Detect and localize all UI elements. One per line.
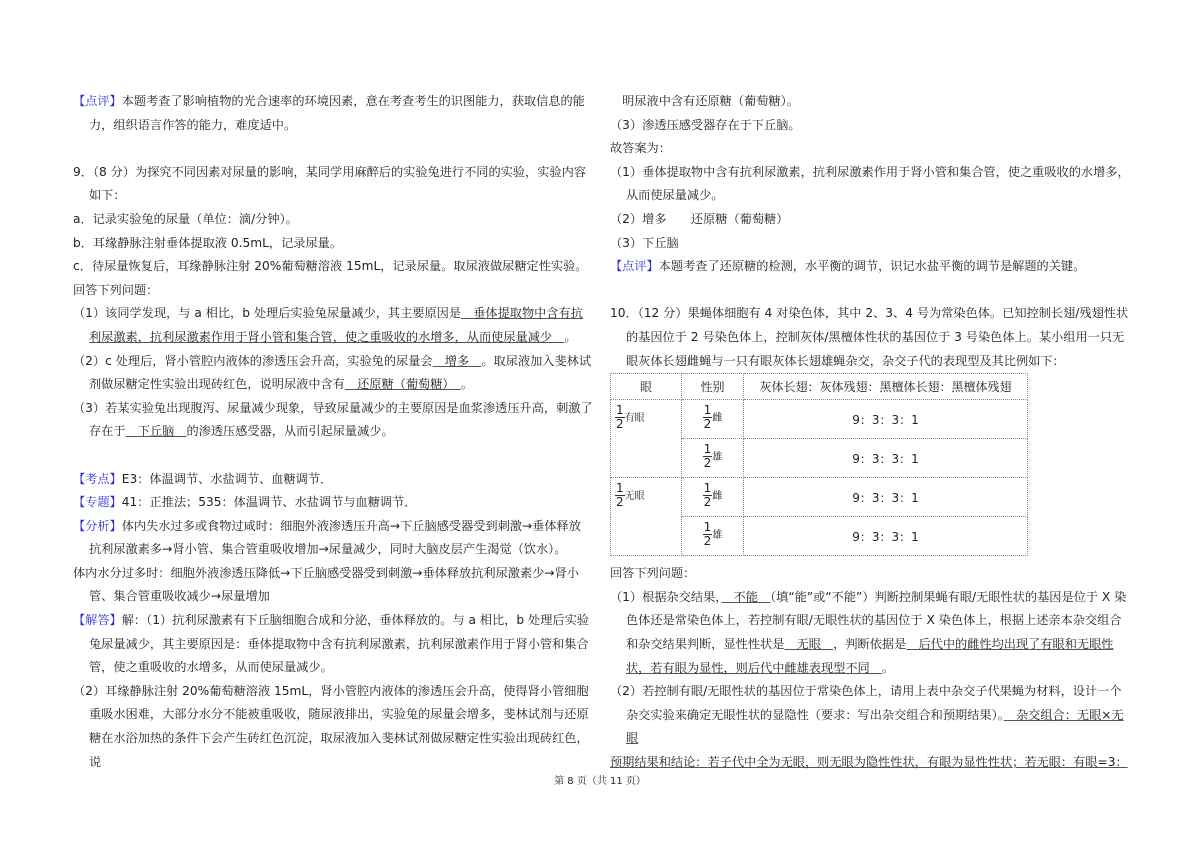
section-tag: 【解答】 bbox=[73, 613, 122, 628]
fraction: $\frac{1}{2}$ bbox=[703, 442, 712, 471]
right-top-text bbox=[610, 90, 1132, 373]
eye-label: 无眼 bbox=[624, 491, 645, 503]
paragraph bbox=[610, 751, 1132, 775]
paragraph bbox=[73, 232, 593, 256]
paragraph bbox=[73, 468, 593, 492]
fraction: $\frac{1}{2}$ bbox=[703, 403, 712, 432]
sex-label: 雄 bbox=[712, 530, 723, 542]
paragraph bbox=[73, 491, 593, 515]
answer-blank: 增多 bbox=[432, 353, 482, 368]
eye-cell bbox=[611, 478, 682, 556]
right-column bbox=[610, 90, 1132, 774]
paragraph bbox=[73, 397, 593, 444]
fraction: $\frac{1}{2}$ bbox=[616, 481, 624, 510]
text: 体内失水过多或食物过咸时：细胞外液渗透压升高→下丘脑感受器受到刺激→垂体释放抗利尿激素多→肾小管、集合管重吸收增加→尿量减少，同时大脑皮层产生渴觉（饮水）。 bbox=[89, 518, 581, 557]
paragraph bbox=[610, 680, 1132, 751]
left-column bbox=[73, 90, 593, 774]
paragraph bbox=[73, 90, 593, 137]
paragraph bbox=[73, 161, 593, 208]
text: 明尿液中含有还原糖（葡萄糖）。 bbox=[610, 94, 799, 108]
paragraph bbox=[73, 609, 593, 680]
paragraph bbox=[610, 586, 1132, 680]
text: 。 bbox=[564, 329, 577, 344]
paragraph bbox=[610, 562, 1132, 586]
fraction: $\frac{1}{2}$ bbox=[703, 481, 712, 510]
blank-line bbox=[73, 137, 593, 161]
text: （2）耳缘静脉注射 20%葡萄糖溶液 15mL，肾小管腔内液体的渗透压会升高，使得肾小管细胞重吸水困难，大部分水分不能被重吸收，随尿液排出，实验兔的尿量会增多，斐林试剂与还原糖在水浴加热的条件下会产生砖红色沉淀，取尿液加入斐林试剂做尿糖定性实验出现砖红色，说 bbox=[73, 683, 589, 769]
paragraph bbox=[610, 302, 1132, 373]
paragraph bbox=[73, 255, 593, 279]
paragraph bbox=[73, 680, 593, 774]
text: 本题考查了还原糖的检测，水平衡的调节，识记水盐平衡的调节是解题的关键。 bbox=[658, 259, 1086, 274]
text: （2）增多 还原糖（葡萄糖） bbox=[610, 211, 789, 226]
answer-blank: 无眼 bbox=[784, 636, 834, 651]
paragraph bbox=[73, 302, 593, 349]
text: 41：正推法；535：体温调节、水盐调节与血糖调节． bbox=[121, 495, 417, 510]
text: 故答案为： bbox=[610, 141, 671, 156]
answer-blank: 后代中的雌性均出现了有眼和无眼性状，若有眼为显性，则后代中雌雄表现型不同 bbox=[626, 636, 1114, 675]
sex-cell bbox=[682, 400, 744, 439]
sex-cell bbox=[682, 517, 744, 556]
blank-line bbox=[610, 279, 1132, 303]
text: 10．（12 分）果蝇体细胞有 4 对染色体，其中 2、3、4 号为常染色体。已知控制长翅/残翅性状的基因位于 2 号染色体上，控制灰体/黑檀体性状的基因位于 3 号染色体上。某小组用一只无眼灰体长翅雌蝇与一只有眼灰体长翅雄蝇杂交，杂交子代的表现型及其比例如下： bbox=[610, 306, 1129, 368]
text: 。 bbox=[460, 377, 473, 392]
paragraph bbox=[73, 515, 593, 562]
text: a．记录实验兔的尿量（单位：滴/分钟）。 bbox=[73, 211, 298, 226]
eye-label: 有眼 bbox=[624, 413, 645, 425]
sex-cell bbox=[682, 439, 744, 478]
table-header-row bbox=[611, 374, 1028, 400]
answer-blank: 下丘脑 bbox=[125, 424, 187, 439]
text: （填“能”或“不能”）判断控制果蝇有眼/无眼性状的基因是位于 X 染色体还是常染色体上，若控制有眼/无眼性状的基因位于 X 染色体上，根据上述亲本杂交组合和杂交结果判断，显性性状是 bbox=[626, 589, 1127, 651]
text: 回答下列问题： bbox=[610, 566, 696, 581]
answer-blank: 杂交组合：无眼×无眼 bbox=[626, 707, 1124, 746]
right-bottom-text bbox=[610, 562, 1132, 774]
header-ratio: 灰体长翅：灰体残翅：黑檀体长翅：黑檀体残翅 bbox=[744, 374, 1028, 400]
text: （2）c 处理后，肾小管腔内液体的渗透压会升高，实验兔的尿量会 bbox=[73, 353, 433, 368]
text: 9．（8 分）为探究不同因素对尿量的影响，某同学用麻醉后的实验兔进行不同的实验，实验内容如下： bbox=[73, 164, 586, 203]
text: 体内水分过多时：细胞外液渗透压降低→下丘脑感受器受到刺激→垂体释放抗利尿激素少→肾小管、集合管重吸收减少→尿量增加 bbox=[73, 565, 579, 604]
text: 本题考查了影响植物的光合速率的环境因素，意在考查考生的识图能力，获取信息的能力，组织语言作答的能力，难度适中。 bbox=[89, 94, 585, 132]
text: （2）若控制有眼/无眼性状的基因位于常染色体上，请用上表中杂交子代果蝇为材料，设计一个杂交实验来确定无眼性状的显隐性（要求：写出杂交组合和预期结果）。 bbox=[610, 684, 1122, 722]
paragraph bbox=[73, 350, 593, 397]
section-tag: 【分析】 bbox=[73, 518, 122, 533]
section-tag: 【考点】 bbox=[73, 471, 122, 486]
text: 回答下列问题： bbox=[73, 282, 159, 297]
paragraph bbox=[610, 90, 1132, 114]
text: （1）根据杂交结果， bbox=[610, 589, 722, 604]
header-eye: 眼 bbox=[611, 374, 682, 400]
ratio-cell: 9：3：3：1 bbox=[744, 439, 1028, 478]
text: 解：（1）抗利尿激素有下丘脑细胞合成和分泌，垂体释放的。与 a 相比，b 处理后实验兔尿量减少，其主要原因是：垂体提取物中含有抗利尿激素，抗利尿激素作用于肾小管和集合管，使之重吸收的水增多，从而使尿量减少。 bbox=[89, 613, 589, 675]
answer-blank: 不能 bbox=[721, 589, 771, 604]
text: （3）渗透压感受器存在于下丘脑。 bbox=[610, 117, 801, 132]
table-row bbox=[611, 478, 1028, 517]
eye-cell bbox=[611, 400, 682, 478]
section-tag: 【专题】 bbox=[73, 495, 122, 510]
text: 的渗透压感受器，从而引起尿量减少。 bbox=[186, 424, 394, 439]
sex-cell bbox=[682, 478, 744, 517]
paragraph bbox=[610, 255, 1132, 279]
fraction: $\frac{1}{2}$ bbox=[616, 403, 624, 432]
offspring-ratio-table bbox=[610, 373, 1028, 556]
ratio-cell: 9：3：3：1 bbox=[744, 478, 1028, 517]
text: （1）垂体提取物中含有抗利尿激素，抗利尿激素作用于肾小管和集合管，使之重吸收的水增多，从而使尿量减少。 bbox=[610, 164, 1130, 203]
text: （3）下丘脑 bbox=[610, 235, 679, 250]
sex-label: 雌 bbox=[712, 491, 723, 503]
paragraph bbox=[610, 208, 1132, 232]
text: （3）若某实验兔出现腹泻、尿量减少现象，导致尿量减少的主要原因是血浆渗透压升高，刺激了存在于 bbox=[73, 400, 593, 439]
answer-blank: 预期结果和结论：若子代中全为无眼，则无眼为隐性性状，有眼为显性性状；若无眼：有眼=3： bbox=[610, 754, 1128, 769]
ratio-cell: 9：3：3：1 bbox=[744, 400, 1028, 439]
text: c．待尿量恢复后，耳缘静脉注射 20%葡萄糖溶液 15mL，记录尿量。取尿液做尿糖定性实验。 bbox=[73, 259, 588, 274]
fraction: $\frac{1}{2}$ bbox=[703, 520, 712, 549]
paragraph bbox=[610, 137, 1132, 161]
section-tag: 【点评】 bbox=[73, 94, 122, 108]
page-footer: 第 8 页（共 11 页） bbox=[554, 776, 646, 787]
text: E3：体温调节、水盐调节、血糖调节． bbox=[121, 471, 333, 486]
table-row bbox=[611, 400, 1028, 439]
ratio-cell: 9：3：3：1 bbox=[744, 517, 1028, 556]
answer-blank: 还原糖（葡萄糖） bbox=[344, 377, 461, 392]
text: 。取尿液加入斐林试剂做尿糖定性实验出现砖红色，说明尿液中含有 bbox=[89, 353, 592, 392]
sex-label: 雌 bbox=[712, 413, 723, 425]
text: （1）该同学发现，与 a 相比，b 处理后实验兔尿量减少，其主要原因是 bbox=[73, 306, 462, 321]
paragraph bbox=[610, 161, 1132, 208]
paragraph bbox=[610, 114, 1132, 138]
paragraph bbox=[73, 562, 593, 609]
blank-line bbox=[73, 444, 593, 468]
text: ，判断依据是 bbox=[833, 636, 907, 651]
header-sex: 性别 bbox=[682, 374, 744, 400]
text: 。 bbox=[881, 660, 895, 675]
text: b．耳缘静脉注射垂体提取液 0.5mL，记录尿量。 bbox=[73, 235, 343, 250]
answer-blank: 垂体提取物中含有抗利尿激素，抗利尿激素作用于肾小管和集合管，使之重吸收的水增多，从而使尿量减少 bbox=[89, 306, 583, 344]
section-tag: 【点评】 bbox=[610, 259, 659, 274]
paragraph bbox=[73, 208, 593, 232]
sex-label: 雄 bbox=[712, 452, 723, 464]
paragraph bbox=[73, 279, 593, 303]
paragraph bbox=[610, 232, 1132, 256]
